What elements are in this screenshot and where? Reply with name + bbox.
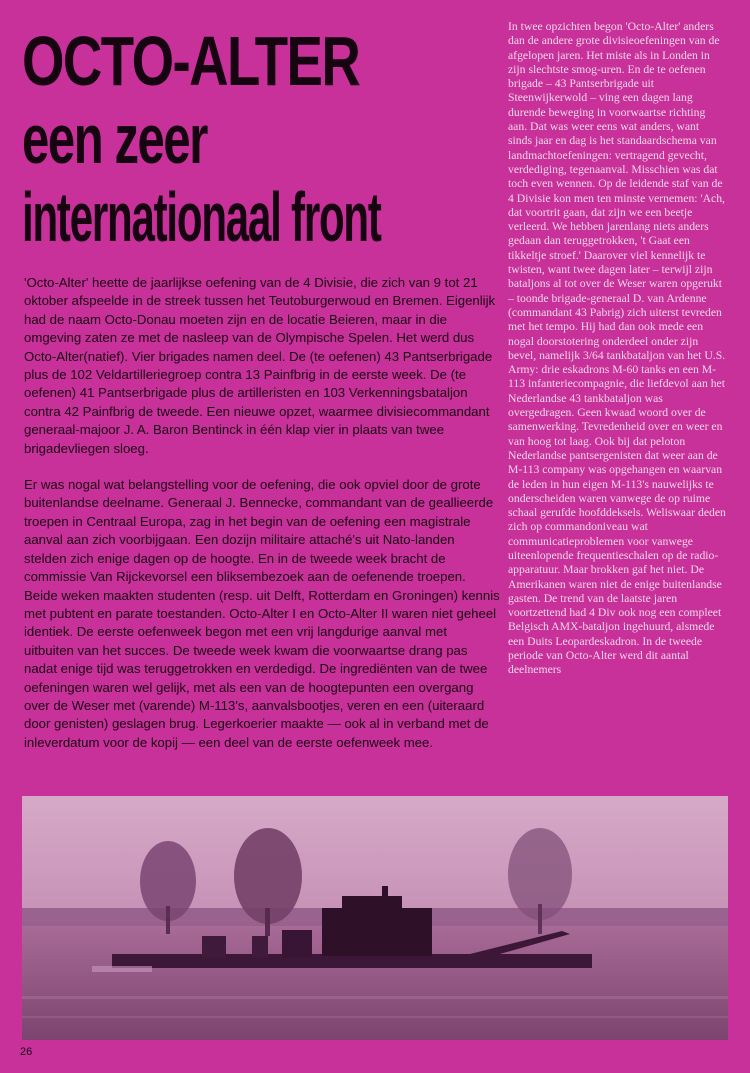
sidebar-column [508,20,726,678]
page-number: 26 [20,1046,33,1058]
headline [22,22,502,256]
headline-line-2: een zeer [22,100,207,178]
lead-paragraph-2: Er was nogal wat belangstelling voor de oefening, die ook opviel door de grote buitenlandse deelname. Generaal J. Bennecke, commandant van de geallieerde troepen in Centraal Europa, zag in het begin van de oefening een magistrale aanval aan zich voorbijgaan. Een dozijn militaire attaché's uit Nato-landen stelden zich enige dagen op de hoogte. En in de tweede week bracht de commissie Van Rijckevorsel een bliksembezoek aan de oefenende troepen. Beide weken maakten studenten (resp. uit Delft, Rotterdam en Groningen) kennis met pubtent en parate toestanden. Octo-Alter I en Octo-Alter II waren niet geheel identiek. De eerste oefenweek begon met een vrij langdurige aanval met uitbuiten van het succes. De tweede week kwam die voorwaartse drang pas nadat enige tijd was teruggetrokken en verdedigd. De ingrediënten van de twee oefeningen waren wel gelijk, met als een van de hoogtepunten een overgang over de Weser met (varende) M-113's, aanvalsbootjes, veren en een (uiteraard door genisten) geslagen brug. Legerkoerier maakte — ook al in verband met de inleverdatum voor de kopij — een deel van de eerste oefenweek mee. [24,477,500,750]
lead-article [24,274,500,770]
lead-paragraph-1: 'Octo-Alter' heette de jaarlijkse oefening van de 4 Divisie, die zich van 9 tot 21 oktober afspeelde in de streek tussen het Teutoburgerwoud en Bremen. Eigenlijk had de naam Octo-Donau moeten zijn en de locatie Beieren, maar in die omgeving zaten ze met de nasleep van de Olympische Spelen. Het werd dus Octo-Alter(natief). Vier brigades namen deel. De (te oefenen) 43 Pantserbrigade plus de 102 Veldartilleriegroep contra 13 Painfbrig in de eerste week. De (te oefenen) 41 Pantserbrigade plus de artilleristen en 103 Verkenningsbataljon contra 42 Painfbrig de tweede. Een nieuwe opzet, waarmee divisiecommandant generaal-majoor J. A. Baron Bentinck in één klap vier in plaats van twee brigadevliegen sloeg. [24,275,496,456]
sidebar-text: In twee opzichten begon 'Octo-Alter' anders dan de andere grote divisieoefeningen van de afgelopen jaren. Het miste als in Londen in zijn slechtste smog-uren. En de te oefenen brigade – 43 Pantserbrigade uit Steenwijkerwold – ving een dagen lang durende beweging in voorwaartse richting aan. Dat was weer eens wat anders, want sinds jaar en dag is het standaardschema van landmachtoefeningen: vertragend gevecht, verdediging, tegenaanval. Misschien was dat toch even wennen. Op de leidende staf van de 4 Divisie kon men ten minste vernemen: 'Ach, dat voortrit gaan, dat zijn we een beetje verleerd. We hebben jarenlang niets anders gedaan dan teruggetrokken, 't Gaat een tikkeltje stroef.' Daarover viel kennelijk te twisten, want twee dagen later – terwijl zijn bataljons al tot over de Weser waren opgerukt – toonde brigade-generaal D. van Ardenne (commandant 43 Pabrig) zich uiterst tevreden met het tempo. Hij had dan ook mede een nogal doorstotering onderdeel onder zijn bevel, namelijk 3/64 tankbataljon van het U.S. Army: drie eskadrons M-60 tanks en een M-113 infanteriecompagnie, die liefdevol aan het Nederlandse 43 tankbataljon was overgedragen. Geen kwaad woord over de samenwerking. Tevredenheid over en weer en van hoog tot laag. Ook bij dat peloton Nederlandse pantsergenisten dat weer aan de M-113 company was opgehangen en waarvan de leden in hun eigen M-113's nauwelijks te onderscheiden waren vanwege de op ruime schaal gerufde hoofddeksels. Weliswaar deden zich op commandoniveau wat communicatieproblemen voor vanwege uiteenlopende frequentieschalen op de radio-apparatuur. Maar brokken gaf het niet. De Amerikanen waren niet de enige buitenlandse gasten. De trend van de laatste jaren voortzettend had 4 Div ook nog een compleet Belgisch AMX-bataljon ingehuurd, alsmede een Duits Leopardeskadron. In de tweede periode van Octo-Alter werd dit aantal deelnemers [508,20,726,677]
photo-illustration [22,796,728,1040]
river-crossing-photo [22,796,728,1040]
headline-line-3: internationaal front [22,178,381,256]
headline-line-1: OCTO-ALTER [22,22,360,100]
